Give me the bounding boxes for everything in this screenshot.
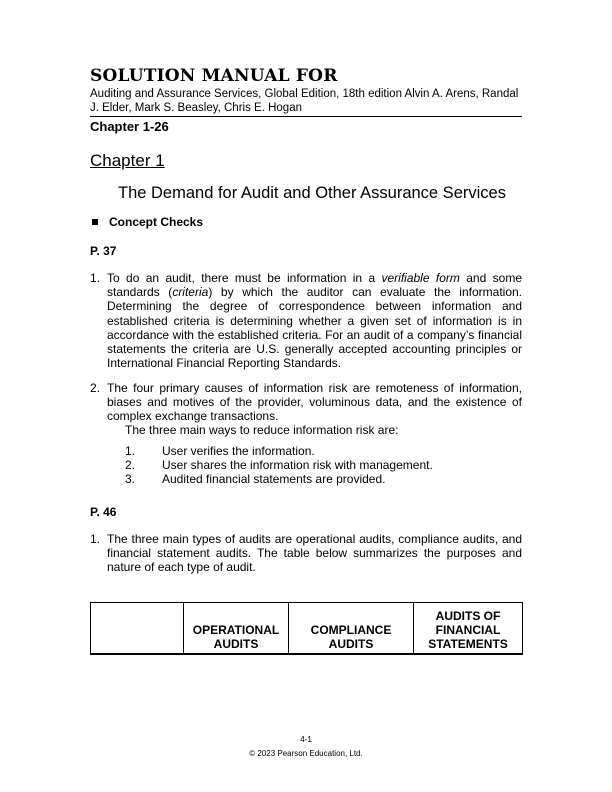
section-heading bbox=[92, 215, 203, 230]
table-header-cell bbox=[91, 603, 184, 655]
item-number: 1. bbox=[90, 532, 101, 546]
chapter-title: The Demand for Audit and Other Assurance Services bbox=[118, 184, 506, 202]
risk-reduction-intro: The three main ways to reduce information risk are: bbox=[125, 423, 399, 437]
page-number: 4-1 bbox=[300, 735, 312, 744]
item-text: The three main types of audits are operational audits, compliance audits, and financial statement audits. The table below summarizes the purposes and nature of each type of audit. bbox=[107, 532, 522, 575]
list-item: 3. Audited financial statements are provided. bbox=[125, 472, 386, 486]
audit-types-table bbox=[90, 602, 523, 655]
copyright-notice: © 2023 Pearson Education, Ltd. bbox=[249, 749, 363, 758]
answer-item-p46-1 bbox=[90, 532, 522, 575]
table-header-cell: COMPLIANCE AUDITS bbox=[289, 603, 414, 655]
item-number: 2. bbox=[90, 381, 101, 395]
table-header-row bbox=[91, 603, 523, 655]
chapter-range: Chapter 1-26 bbox=[90, 119, 169, 134]
table-header-cell: OPERATIONAL AUDITS bbox=[184, 603, 289, 655]
page-ref-46: P. 46 bbox=[90, 505, 117, 519]
page-ref-37: P. 37 bbox=[90, 244, 117, 258]
list-item: 1. User verifies the information. bbox=[125, 444, 315, 458]
square-bullet-icon bbox=[92, 219, 98, 225]
book-subtitle: Auditing and Assurance Services, Global Edition, 18th edition Alvin A. Arens, Randal J. Elder, Mark S. Beasley, Chris E. Hogan bbox=[90, 88, 519, 114]
answer-item-1 bbox=[90, 271, 522, 370]
answer-item-2 bbox=[90, 381, 522, 424]
item-text: To do an audit, there must be information in a verifiable form and some standards (criteria) by which the auditor can evaluate the information. Determining the degree of correspondence between information and established criteria is determining whether a given set of information is in accordance with the established criteria. For an audit of a company’s financial statements the criteria are U.S. generally accepted accounting principles or International Financial Reporting Standards. bbox=[107, 271, 522, 371]
list-item: 2. User shares the information risk with management. bbox=[125, 458, 433, 472]
item-text: The four primary causes of information risk are remoteness of information, biases and motives of the provider, voluminous data, and the existence of complex exchange transactions. bbox=[107, 381, 522, 424]
header-divider bbox=[90, 116, 522, 117]
table-header-cell: AUDITS OF FINANCIAL STATEMENTS bbox=[414, 603, 523, 655]
item-number: 1. bbox=[90, 271, 101, 285]
section-heading-text: Concept Checks bbox=[109, 215, 204, 229]
solution-manual-banner: SOLUTION MANUAL FOR bbox=[90, 66, 338, 86]
chapter-label: Chapter 1 bbox=[90, 151, 165, 170]
